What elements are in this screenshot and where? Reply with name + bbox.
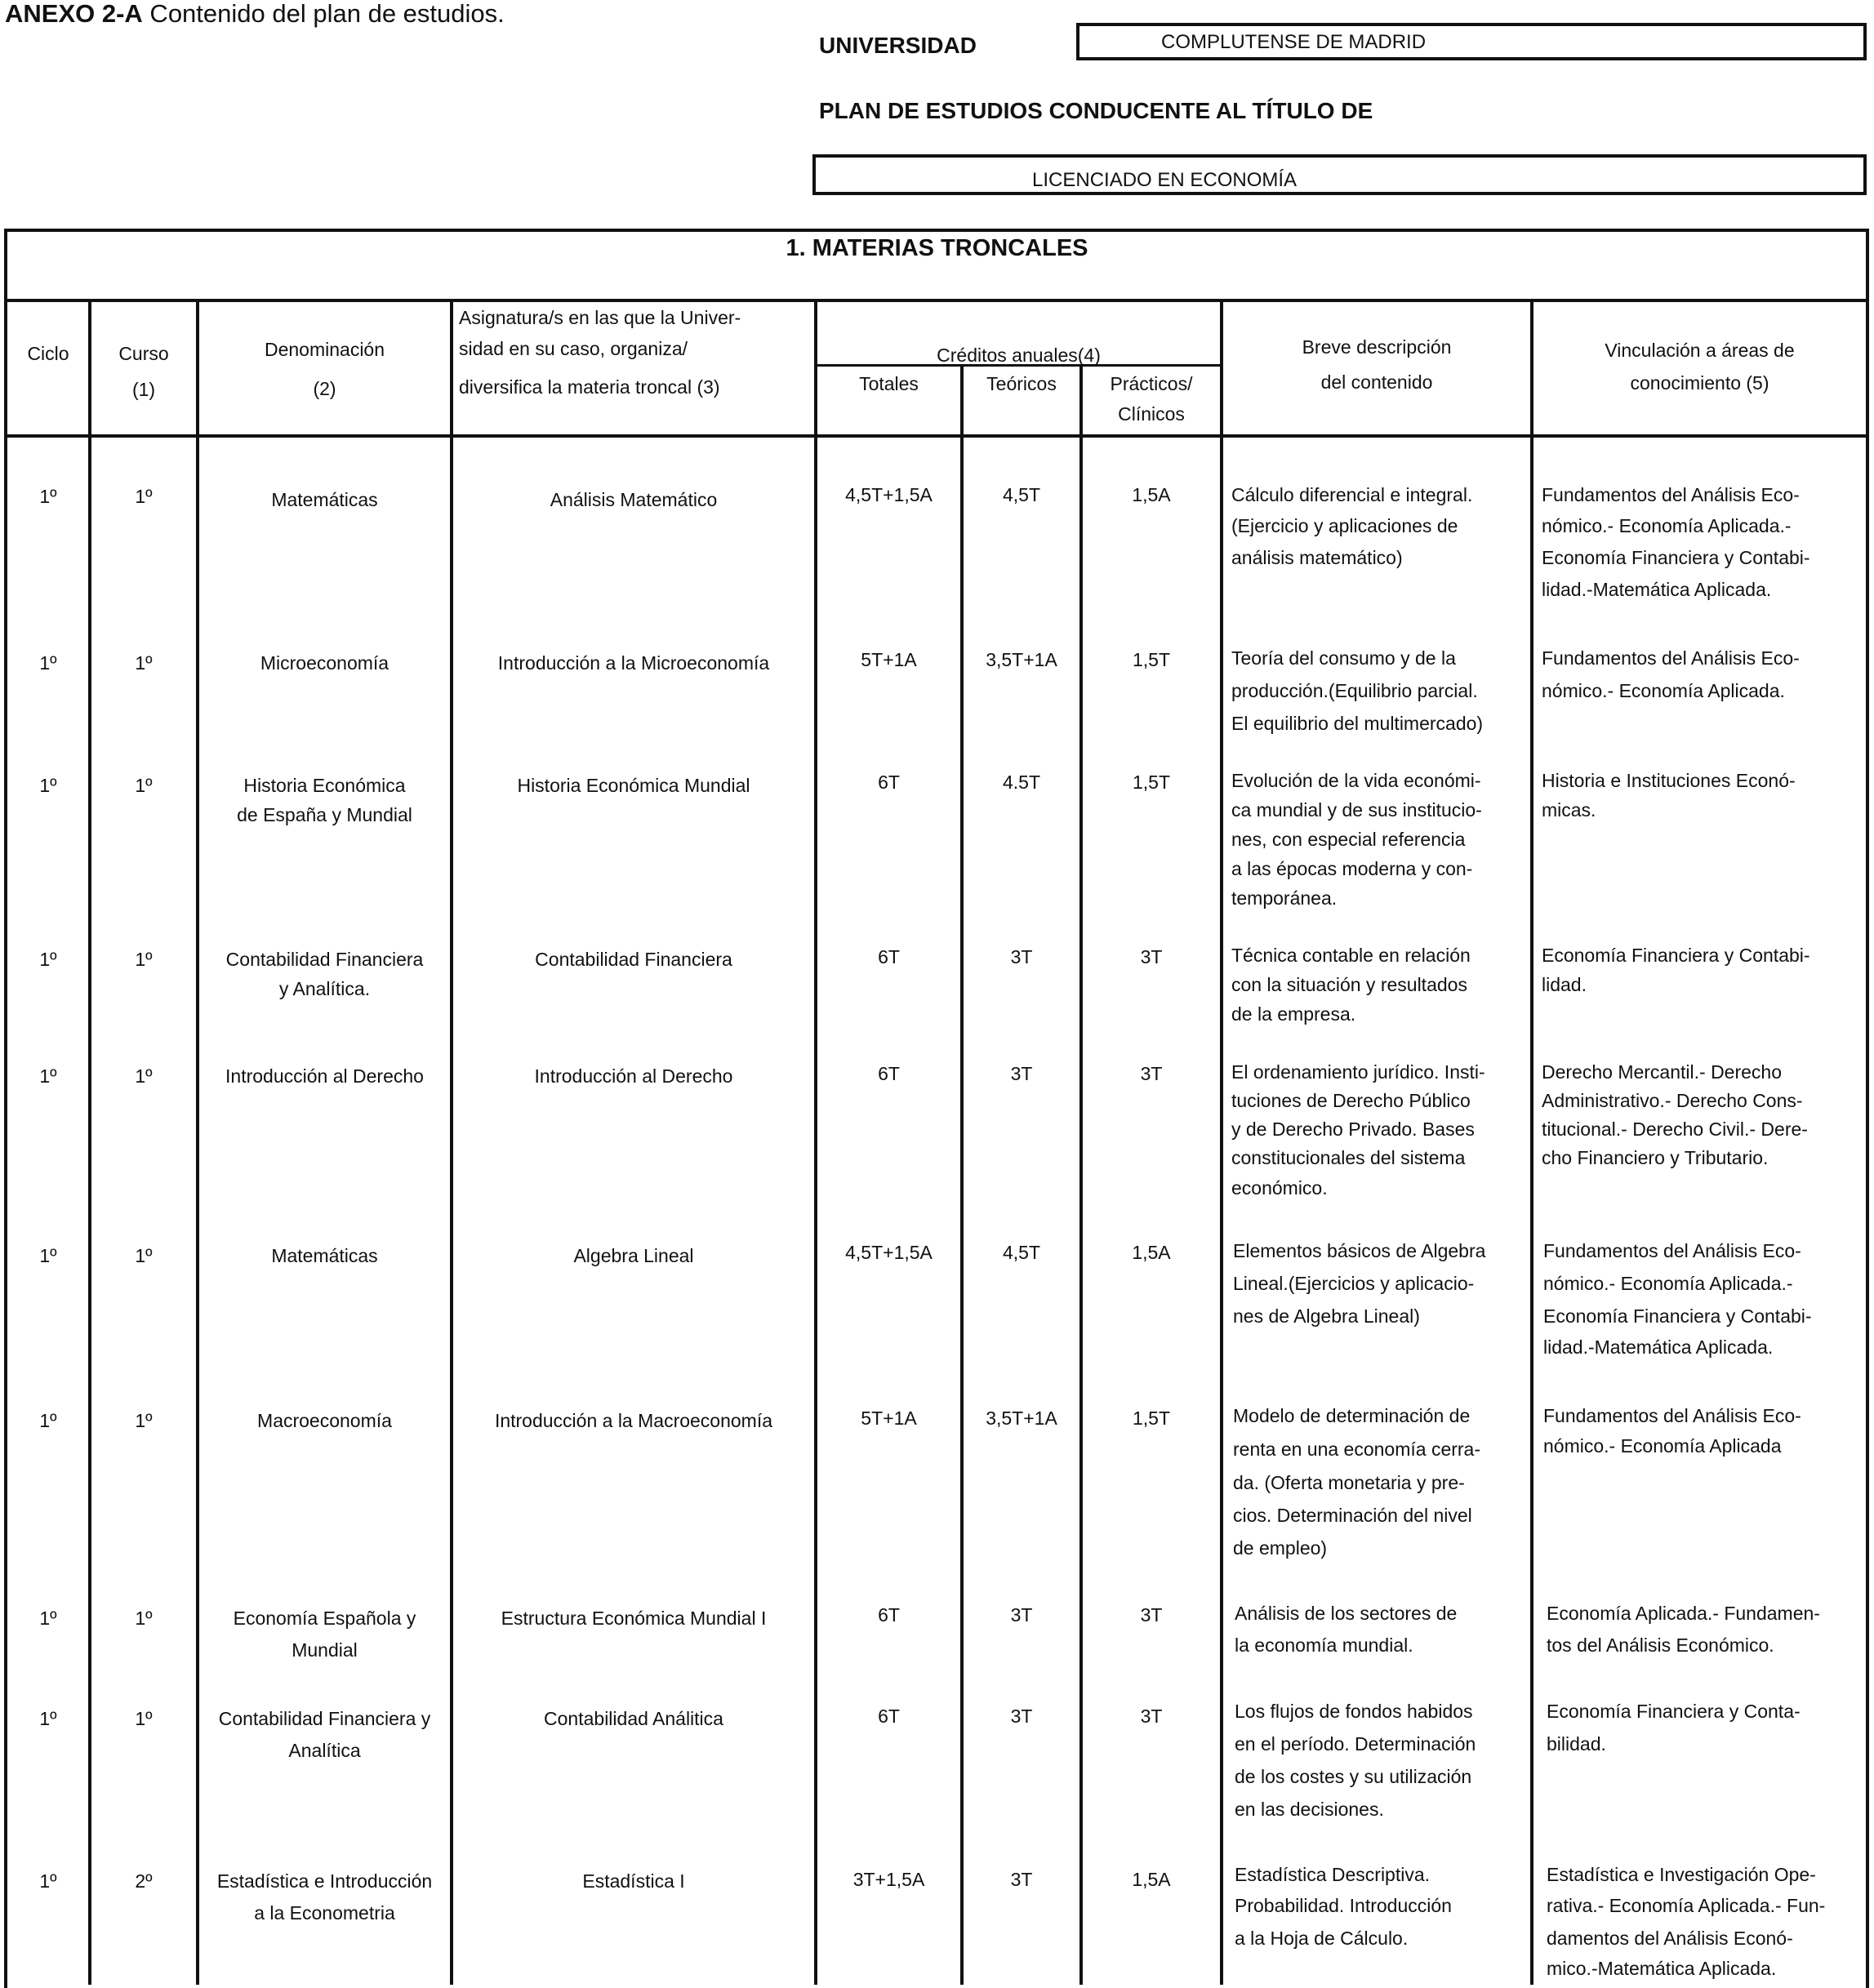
row-10-vinculacion-line: rativa.- Economía Aplicada.- Fun- [1547, 1895, 1826, 1916]
row-5-vinculacion-line: Derecho Mercantil.- Derecho [1542, 1061, 1783, 1083]
row-3-descripcion-line: a las épocas moderna y con- [1231, 858, 1473, 879]
row-8-denominacion-line: Economía Española y [233, 1608, 416, 1629]
row-4-denominacion-line: Contabilidad Financiera [225, 949, 424, 970]
row-8-totales: 6T [878, 1604, 900, 1626]
row-10-asignatura: Estadística I [582, 1870, 685, 1892]
row-10-vinculacion-line: damentos del Análisis Econó- [1547, 1928, 1793, 1949]
header-asignatura-line-1: Asignatura/s en las que la Univer- [459, 307, 741, 328]
row-5-totales: 6T [878, 1063, 900, 1084]
header-curso: Curso [118, 343, 169, 364]
row-9-practicos: 3T [1140, 1706, 1163, 1727]
row-7-descripcion-line: da. (Oferta monetaria y pre- [1233, 1472, 1465, 1493]
row-8-descripcion-line: la economía mundial. [1235, 1634, 1413, 1656]
row-1-descripcion-line: análisis matemático) [1231, 547, 1403, 568]
row-9-descripcion-line: Los flujos de fondos habidos [1235, 1701, 1473, 1722]
row-10-descripcion-line: Estadística Descriptiva. [1235, 1864, 1431, 1885]
row-10-denominacion-line: a la Econometria [254, 1902, 395, 1924]
row-6-descripcion-line: Lineal.(Ejercicios y aplicacio- [1233, 1273, 1475, 1294]
col-divider [1079, 364, 1083, 1985]
row-3-descripcion-line: ca mundial y de sus institucio- [1231, 799, 1482, 821]
col-divider [1530, 302, 1533, 1985]
row-7-practicos: 1,5T [1132, 1408, 1171, 1429]
row-2-ciclo: 1º [39, 652, 57, 674]
row-4-vinculacion-line: lidad. [1542, 974, 1587, 995]
row-5-descripcion-line: y de Derecho Privado. Bases [1231, 1119, 1475, 1140]
row-9-denominacion-line: Contabilidad Financiera y [218, 1708, 431, 1729]
row-5-descripcion-line: El ordenamiento jurídico. Insti- [1231, 1061, 1485, 1083]
row-4-descripcion-line: con la situación y resultados [1231, 974, 1467, 995]
row-7-descripcion-line: renta en una economía cerra- [1233, 1439, 1481, 1460]
row-1-denominacion: Matemáticas [271, 489, 378, 510]
row-7-asignatura: Introducción a la Macroeconomía [494, 1410, 773, 1431]
row-5-vinculacion-line: titucional.- Derecho Civil.- Dere- [1542, 1119, 1808, 1140]
row-1-vinculacion-line: Economía Financiera y Contabi- [1542, 547, 1810, 568]
row-6-totales: 4,5T+1,5A [845, 1242, 933, 1263]
row-8-asignatura: Estructura Económica Mundial I [501, 1608, 767, 1629]
header-asignatura-line-2: sidad en su caso, organiza/ [459, 338, 688, 359]
row-2-denominacion: Microeconomía [260, 652, 389, 674]
row-8-descripcion-line: Análisis de los sectores de [1235, 1603, 1458, 1624]
row-10-vinculacion-line: mico.-Matemática Aplicada. [1547, 1958, 1777, 1979]
row-6-curso: 1º [135, 1245, 153, 1266]
row-3-teoricos: 4.5T [1002, 772, 1041, 793]
row-7-vinculacion-line: nómico.- Economía Aplicada [1543, 1435, 1782, 1457]
row-5-descripcion-line: económico. [1231, 1177, 1328, 1199]
row-3-totales: 6T [878, 772, 900, 793]
row-1-asignatura: Análisis Matemático [550, 489, 718, 510]
row-6-practicos: 1,5A [1132, 1242, 1171, 1263]
header-curso-note: (1) [131, 379, 156, 400]
row-4-practicos: 3T [1140, 946, 1163, 967]
col-divider [814, 302, 817, 1985]
row-3-descripcion-line: temporánea. [1231, 887, 1338, 909]
header-practicos-line-1: Prácticos/ [1110, 373, 1193, 394]
header-totales: Totales [859, 373, 919, 394]
row-6-denominacion: Matemáticas [271, 1245, 378, 1266]
row-8-teoricos: 3T [1010, 1604, 1033, 1626]
row-6-vinculacion-line: nómico.- Economía Aplicada.- [1543, 1273, 1793, 1294]
row-10-curso: 2º [135, 1870, 153, 1892]
row-8-vinculacion-line: Economía Aplicada.- Fundamen- [1547, 1603, 1820, 1624]
plan-title: PLAN DE ESTUDIOS CONDUCENTE AL TÍTULO DE [819, 98, 1373, 123]
row-1-totales: 4,5T+1,5A [845, 484, 933, 505]
row-5-denominacion: Introducción al Derecho [225, 1065, 424, 1087]
row-2-descripcion-line: producción.(Equilibrio parcial. [1231, 680, 1478, 701]
header-creditos: Créditos anuales(4) [937, 345, 1101, 366]
row-10-teoricos: 3T [1010, 1869, 1033, 1890]
row-3-curso: 1º [135, 775, 153, 796]
row-10-descripcion-line: a la Hoja de Cálculo. [1235, 1928, 1409, 1949]
row-2-descripcion-line: El equilibrio del multimercado) [1231, 713, 1484, 734]
row-6-descripcion-line: Elementos básicos de Algebra [1233, 1240, 1486, 1261]
row-1-ciclo: 1º [39, 486, 57, 507]
header-teoricos: Teóricos [986, 373, 1057, 394]
row-9-descripcion-line: en el período. Determinación [1235, 1733, 1476, 1755]
row-5-ciclo: 1º [39, 1065, 57, 1087]
annex-heading: ANEXO 2-A Contenido del plan de estudios. [5, 0, 505, 28]
row-10-denominacion-line: Estadística e Introducción [216, 1870, 433, 1892]
row-4-totales: 6T [878, 946, 900, 967]
row-1-teoricos: 4,5T [1002, 484, 1041, 505]
row-8-denominacion-line: Mundial [292, 1639, 358, 1661]
row-9-curso: 1º [135, 1708, 153, 1729]
row-9-vinculacion-line: Economía Financiera y Conta- [1547, 1701, 1801, 1722]
header-denominacion: Denominación [264, 339, 385, 360]
row-6-descripcion-line: nes de Algebra Lineal) [1233, 1305, 1420, 1327]
row-3-practicos: 1,5T [1132, 772, 1171, 793]
row-5-asignatura: Introducción al Derecho [534, 1065, 733, 1087]
university-box [1076, 23, 1867, 60]
row-6-ciclo: 1º [39, 1245, 57, 1266]
row-5-vinculacion-line: Administrativo.- Derecho Cons- [1542, 1090, 1803, 1111]
header-vinculacion-line-1: Vinculación a áreas de [1605, 340, 1795, 361]
row-5-teoricos: 3T [1010, 1063, 1033, 1084]
header-practicos-line-2: Clínicos [1118, 403, 1185, 425]
row-1-descripcion-line: Cálculo diferencial e integral. [1231, 484, 1473, 505]
row-5-practicos: 3T [1140, 1063, 1163, 1084]
row-9-teoricos: 3T [1010, 1706, 1033, 1727]
section-divider [4, 299, 1869, 302]
row-8-curso: 1º [135, 1608, 153, 1629]
row-2-practicos: 1,5T [1132, 649, 1171, 670]
row-2-curso: 1º [135, 652, 153, 674]
row-1-practicos: 1,5A [1132, 484, 1171, 505]
header-vinculacion-line-2: conocimiento (5) [1630, 372, 1769, 394]
row-2-teoricos: 3,5T+1A [986, 649, 1057, 670]
row-8-vinculacion-line: tos del Análisis Económico. [1547, 1634, 1774, 1656]
col-divider [1220, 302, 1223, 1985]
row-7-curso: 1º [135, 1410, 153, 1431]
row-2-vinculacion-line: Fundamentos del Análisis Eco- [1542, 647, 1800, 669]
row-4-descripcion-line: de la empresa. [1231, 1003, 1356, 1025]
row-4-curso: 1º [135, 949, 153, 970]
row-3-vinculacion-line: micas. [1542, 799, 1596, 821]
row-4-ciclo: 1º [39, 949, 57, 970]
row-1-vinculacion-line: lidad.-Matemática Aplicada. [1542, 579, 1772, 600]
row-4-descripcion-line: Técnica contable en relación [1231, 945, 1471, 966]
row-6-vinculacion-line: Fundamentos del Análisis Eco- [1543, 1240, 1801, 1261]
row-10-totales: 3T+1,5A [852, 1869, 925, 1890]
row-8-ciclo: 1º [39, 1608, 57, 1629]
university-name: COMPLUTENSE DE MADRID [1161, 31, 1427, 53]
row-1-curso: 1º [135, 486, 153, 507]
row-4-vinculacion-line: Economía Financiera y Contabi- [1542, 945, 1810, 966]
row-1-vinculacion-line: Fundamentos del Análisis Eco- [1542, 484, 1800, 505]
row-7-denominacion: Macroeconomía [257, 1410, 392, 1431]
row-9-asignatura: Contabilidad Análitica [544, 1708, 723, 1729]
row-4-asignatura: Contabilidad Financiera [535, 949, 732, 970]
row-6-vinculacion-line: Economía Financiera y Contabi- [1543, 1305, 1812, 1327]
row-7-teoricos: 3,5T+1A [986, 1408, 1057, 1429]
header-descripcion-line-2: del contenido [1320, 371, 1433, 393]
row-9-vinculacion-line: bilidad. [1547, 1733, 1606, 1755]
row-2-asignatura: Introducción a la Microeconomía [497, 652, 770, 674]
col-divider [960, 364, 964, 1985]
row-7-descripcion-line: de empleo) [1233, 1537, 1328, 1559]
row-1-descripcion-line: (Ejercicio y aplicaciones de [1231, 515, 1458, 536]
row-7-vinculacion-line: Fundamentos del Análisis Eco- [1543, 1405, 1801, 1426]
row-5-descripcion-line: tuciones de Derecho Público [1231, 1090, 1471, 1111]
row-4-teoricos: 3T [1010, 946, 1033, 967]
section-title: 1. MATERIAS TRONCALES [786, 235, 1088, 261]
row-9-totales: 6T [878, 1706, 900, 1727]
row-5-descripcion-line: constitucionales del sistema [1231, 1147, 1466, 1168]
row-3-vinculacion-line: Historia e Instituciones Econó- [1542, 770, 1796, 791]
header-ciclo: Ciclo [27, 343, 69, 364]
row-9-denominacion-line: Analítica [288, 1740, 361, 1761]
row-2-totales: 5T+1A [861, 649, 917, 670]
row-4-denominacion-line: y Analítica. [278, 978, 371, 999]
row-10-descripcion-line: Probabilidad. Introducción [1235, 1895, 1452, 1916]
row-3-descripcion-line: Evolución de la vida económi- [1231, 770, 1481, 791]
row-9-ciclo: 1º [39, 1708, 57, 1729]
header-asignatura-line-3: diversifica la materia troncal (3) [459, 376, 720, 398]
row-6-vinculacion-line: lidad.-Matemática Aplicada. [1543, 1336, 1774, 1358]
university-label: UNIVERSIDAD [819, 33, 977, 58]
row-3-descripcion-line: nes, con especial referencia [1231, 829, 1466, 850]
row-5-curso: 1º [135, 1065, 153, 1087]
row-7-descripcion-line: Modelo de determinación de [1233, 1405, 1471, 1426]
degree-name: LICENCIADO EN ECONOMÍA [1032, 169, 1298, 191]
row-7-totales: 5T+1A [861, 1408, 917, 1429]
row-3-denominacion-line: de España y Mundial [237, 804, 412, 825]
row-10-vinculacion-line: Estadística e Investigación Ope- [1547, 1864, 1816, 1885]
row-6-teoricos: 4,5T [1002, 1242, 1041, 1263]
row-7-descripcion-line: cios. Determinación del nivel [1233, 1505, 1472, 1526]
row-9-descripcion-line: de los costes y su utilización [1235, 1766, 1472, 1787]
row-2-vinculacion-line: nómico.- Economía Aplicada. [1542, 680, 1785, 701]
row-5-vinculacion-line: cho Financiero y Tributario. [1542, 1147, 1769, 1168]
row-3-ciclo: 1º [39, 775, 57, 796]
row-10-ciclo: 1º [39, 1870, 57, 1892]
row-9-descripcion-line: en las decisiones. [1235, 1799, 1384, 1820]
row-3-asignatura: Historia Económica Mundial [517, 775, 750, 796]
header-denominacion-note: (2) [313, 378, 336, 399]
row-7-ciclo: 1º [39, 1410, 57, 1431]
row-2-descripcion-line: Teoría del consumo y de la [1231, 647, 1456, 669]
row-10-practicos: 1,5A [1132, 1869, 1171, 1890]
header-bottom-line [4, 434, 1869, 438]
degree-box [812, 154, 1867, 195]
row-6-asignatura: Algebra Lineal [573, 1245, 694, 1266]
row-3-denominacion-line: Historia Económica [243, 775, 406, 796]
row-8-practicos: 3T [1140, 1604, 1163, 1626]
row-1-vinculacion-line: nómico.- Economía Aplicada.- [1542, 515, 1792, 536]
header-descripcion-line-1: Breve descripción [1302, 336, 1452, 358]
